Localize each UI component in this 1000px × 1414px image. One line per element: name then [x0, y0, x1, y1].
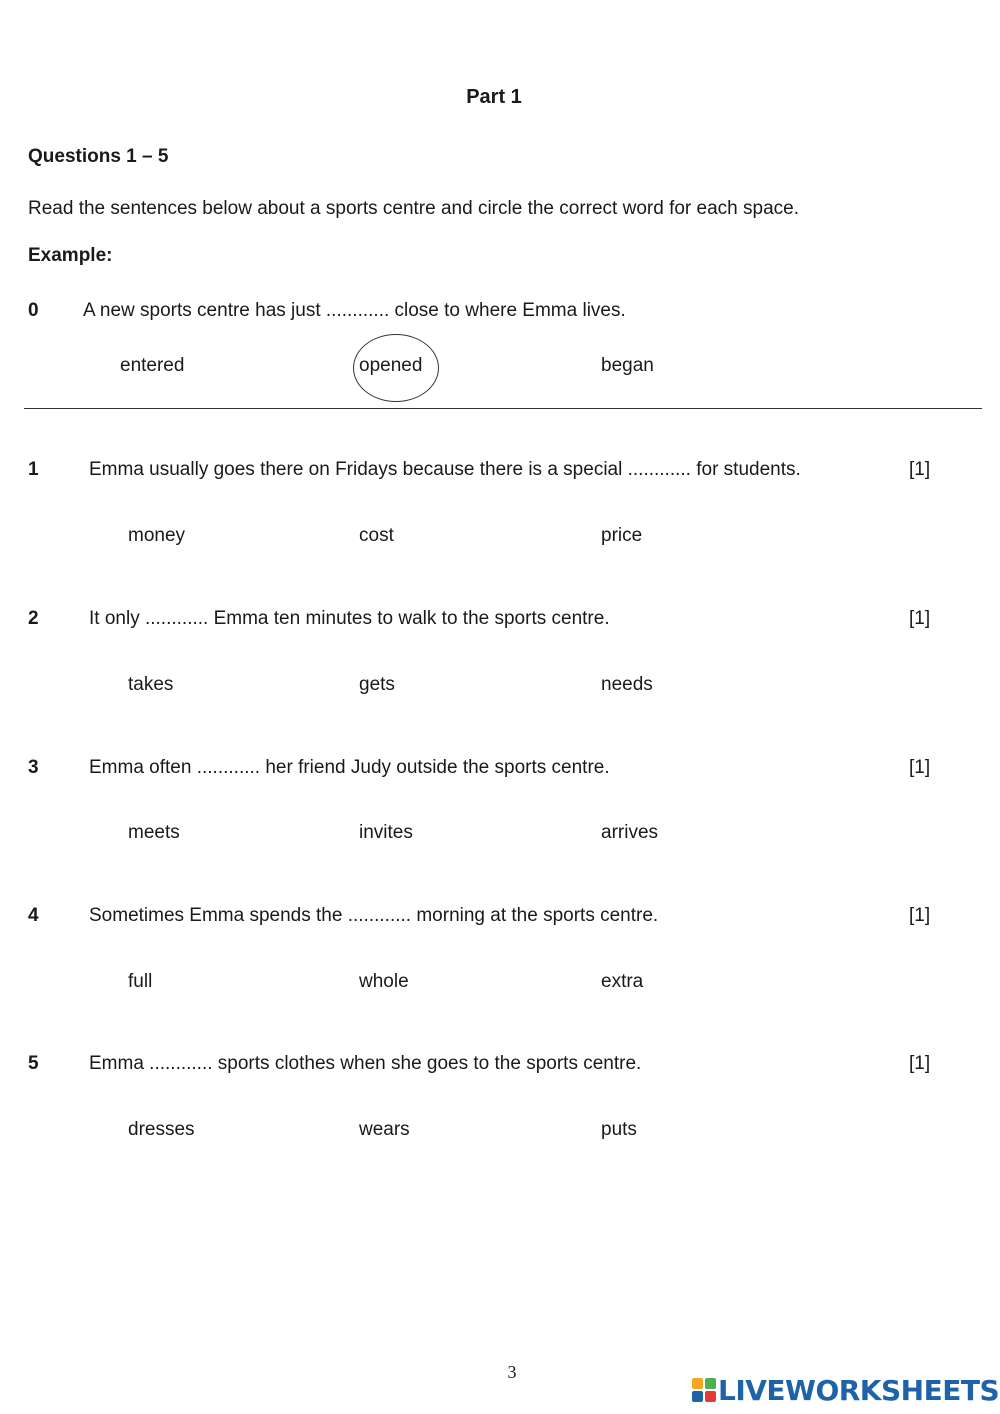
answer-option[interactable]: takes: [128, 674, 174, 695]
answer-option[interactable]: invites: [359, 822, 413, 843]
answer-option[interactable]: meets: [128, 822, 180, 843]
question-number: 5: [28, 1053, 39, 1074]
liveworksheets-brand[interactable]: [692, 1372, 999, 1408]
section-divider: [24, 408, 982, 409]
answer-circle: [353, 334, 439, 402]
example-sentence: A new sports centre has just ............ close to where Emma lives.: [83, 300, 626, 321]
answer-option[interactable]: gets: [359, 674, 395, 695]
question-mark: [1]: [909, 1053, 931, 1074]
answer-option[interactable]: extra: [601, 971, 644, 992]
question-sentence: Emma ............ sports clothes when she goes to the sports centre.: [89, 1053, 642, 1074]
answer-option[interactable]: whole: [359, 971, 409, 992]
question-number: 1: [28, 459, 39, 480]
example-option-1[interactable]: entered: [120, 355, 185, 376]
question-mark: [1]: [909, 459, 931, 480]
example-option-2[interactable]: opened: [359, 355, 423, 376]
question-sentence: Sometimes Emma spends the ............ morning at the sports centre.: [89, 905, 659, 926]
question-mark: [1]: [909, 757, 931, 778]
example-number: 0: [28, 300, 39, 321]
liveworksheets-logo-icon: [692, 1378, 716, 1402]
answer-option[interactable]: wears: [359, 1119, 410, 1140]
answer-option[interactable]: price: [601, 525, 643, 546]
question-sentence: Emma often ............ her friend Judy outside the sports centre.: [89, 757, 610, 778]
page-number: 3: [507, 1362, 517, 1382]
question-mark: [1]: [909, 608, 931, 629]
answer-option[interactable]: puts: [601, 1119, 637, 1140]
brand-name: LIVEWORKSHEETS: [718, 1373, 1000, 1407]
part-title: Part 1: [466, 86, 522, 108]
instructions: Read the sentences below about a sports centre and circle the correct word for each space.: [28, 198, 799, 219]
question-number: 4: [28, 905, 39, 926]
answer-option[interactable]: full: [128, 971, 153, 992]
answer-option[interactable]: arrives: [601, 822, 659, 843]
answer-option[interactable]: money: [128, 525, 186, 546]
question-mark: [1]: [909, 905, 931, 926]
questions-heading: Questions 1 – 5: [28, 146, 169, 167]
example-option-3[interactable]: began: [601, 355, 654, 376]
question-sentence: Emma usually goes there on Fridays because there is a special ............ for students.: [89, 459, 801, 480]
question-sentence: It only ............ Emma ten minutes to walk to the sports centre.: [89, 608, 610, 629]
answer-option[interactable]: dresses: [128, 1119, 195, 1140]
answer-option[interactable]: cost: [359, 525, 394, 546]
answer-option[interactable]: needs: [601, 674, 653, 695]
question-number: 3: [28, 757, 39, 778]
question-number: 2: [28, 608, 39, 629]
example-label: Example:: [28, 245, 113, 266]
